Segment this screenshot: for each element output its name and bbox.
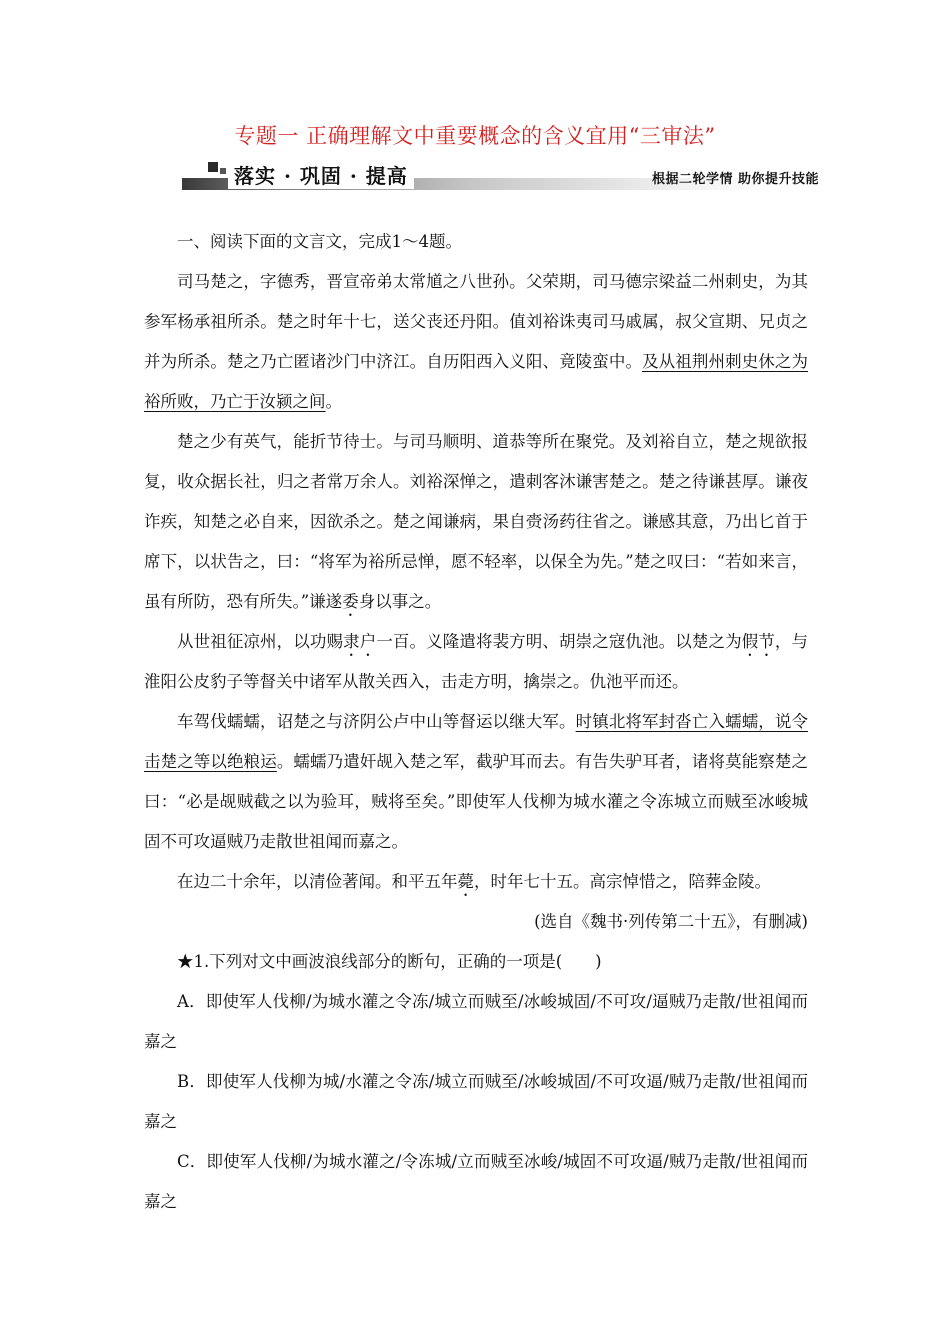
passage-paragraph-4: 车驾伐蠕蠕，诏楚之与济阴公卢中山等督运以继大军。时镇北将军封沓亡入蠕蠕，说令击楚之等以绝粮运。蠕蠕乃遣奸觇入楚之军，截驴耳而去。有告失驴耳者，诸将莫能察楚之曰：“必是觇贼截之以为验耳，贼将至矣。”即使军人伐柳为城水灌之令冻城立而贼至冰峻城固不可攻逼贼乃走散世祖闻而嘉之。 (144, 712, 809, 851)
dotted-word: 隶户 (343, 632, 377, 651)
option-c: C．即使军人伐柳/为城水灌之/令冻城/立而贼至冰峻/城固不可攻逼/贼乃走散/世祖闻而嘉之 (144, 1152, 808, 1211)
passage-paragraph-3: 从世祖征凉州，以功赐隶户一百。义隆遣将裴方明、胡崇之寇仇池。以楚之为假节，与淮阳公皮豹子等督关中诸军从散关西入，击走方明，擒崇之。仇池平而还。 (144, 632, 809, 691)
question-1: ★1.下列对文中画波浪线部分的断句，正确的一项是( ) (177, 952, 602, 971)
banner-square-icon (208, 162, 218, 172)
option-a: A．即使军人伐柳/为城水灌之令冻/城立而贼至/冰峻城固/不可攻/逼贼乃走散/世祖闻而嘉之 (144, 992, 808, 1051)
dotted-word: 委 (342, 592, 359, 611)
source-citation: (选自《魏书·列传第二十五》，有删减) (534, 912, 808, 931)
exercise-intro: 一、阅读下面的文言文，完成1～4题。 (177, 232, 462, 251)
underlined-phrase: 时镇北将军封沓亡入蠕蠕，说令击楚之等以绝粮运 (144, 712, 809, 771)
passage-paragraph-2: 楚之少有英气，能折节待士。与司马顺明、道恭等所在聚党。及刘裕自立，楚之规欲报复，收众据长社，归之者常万余人。刘裕深惮之，遣刺客沐谦害楚之。楚之待谦甚厚。谦夜诈疾，知楚之必自来，因欲杀之。楚之闻谦病，果自赍汤药往省之。谦感其意，乃出匕首于席下，以状告之，曰：“将军为裕所忌惮，愿不轻率，以保全为先。”楚之叹曰：“若如来言，虽有所防，恐有所失。”谦遂委身以事之。 (144, 432, 808, 611)
article-body (144, 222, 808, 1222)
passage-paragraph-5: 在边二十余年，以清俭著闻。和平五年薨，时年七十五。高宗悼惜之，陪葬金陵。 (177, 872, 771, 891)
banner-slogan: 根据二轮学情 助你提升技能 (652, 172, 820, 187)
option-b: B．即使军人伐柳为城/水灌之令冻/城立而贼至/冰峻城固/不可攻逼/贼乃走散/世祖闻而嘉之 (144, 1072, 808, 1131)
page-title: 专题一 正确理解文中重要概念的含义宜用“三审法” (234, 124, 716, 148)
banner-small-square-icon (220, 168, 226, 174)
underlined-phrase: 及从祖荆州刺史休之为裕所败，乃亡于汝颍之间 (144, 352, 809, 411)
passage-paragraph-1: 司马楚之，字德秀，晋宣帝弟太常馗之八世孙。父荣期，司马德宗梁益二州刺史，为其参军杨承祖所杀。楚之时年十七，送父丧还丹阳。值刘裕诛夷司马戚属，叔父宣期、兄贞之并为所杀。楚之乃亡匿诸沙门中济江。自历阳西入义阳、竟陵蛮中。及从祖荆州刺史休之为裕所败，乃亡于汝颍之间。 (144, 272, 809, 411)
dotted-word: 假节 (741, 632, 775, 651)
dotted-word: 薨 (457, 872, 474, 891)
banner-label: 落实 · 巩固 · 提高 (228, 160, 414, 189)
wavy-line-phrase: 即使军人伐柳为城水灌之令冻城立而贼至冰峻城固不可攻逼贼乃走散世祖闻而嘉之 (144, 792, 808, 851)
